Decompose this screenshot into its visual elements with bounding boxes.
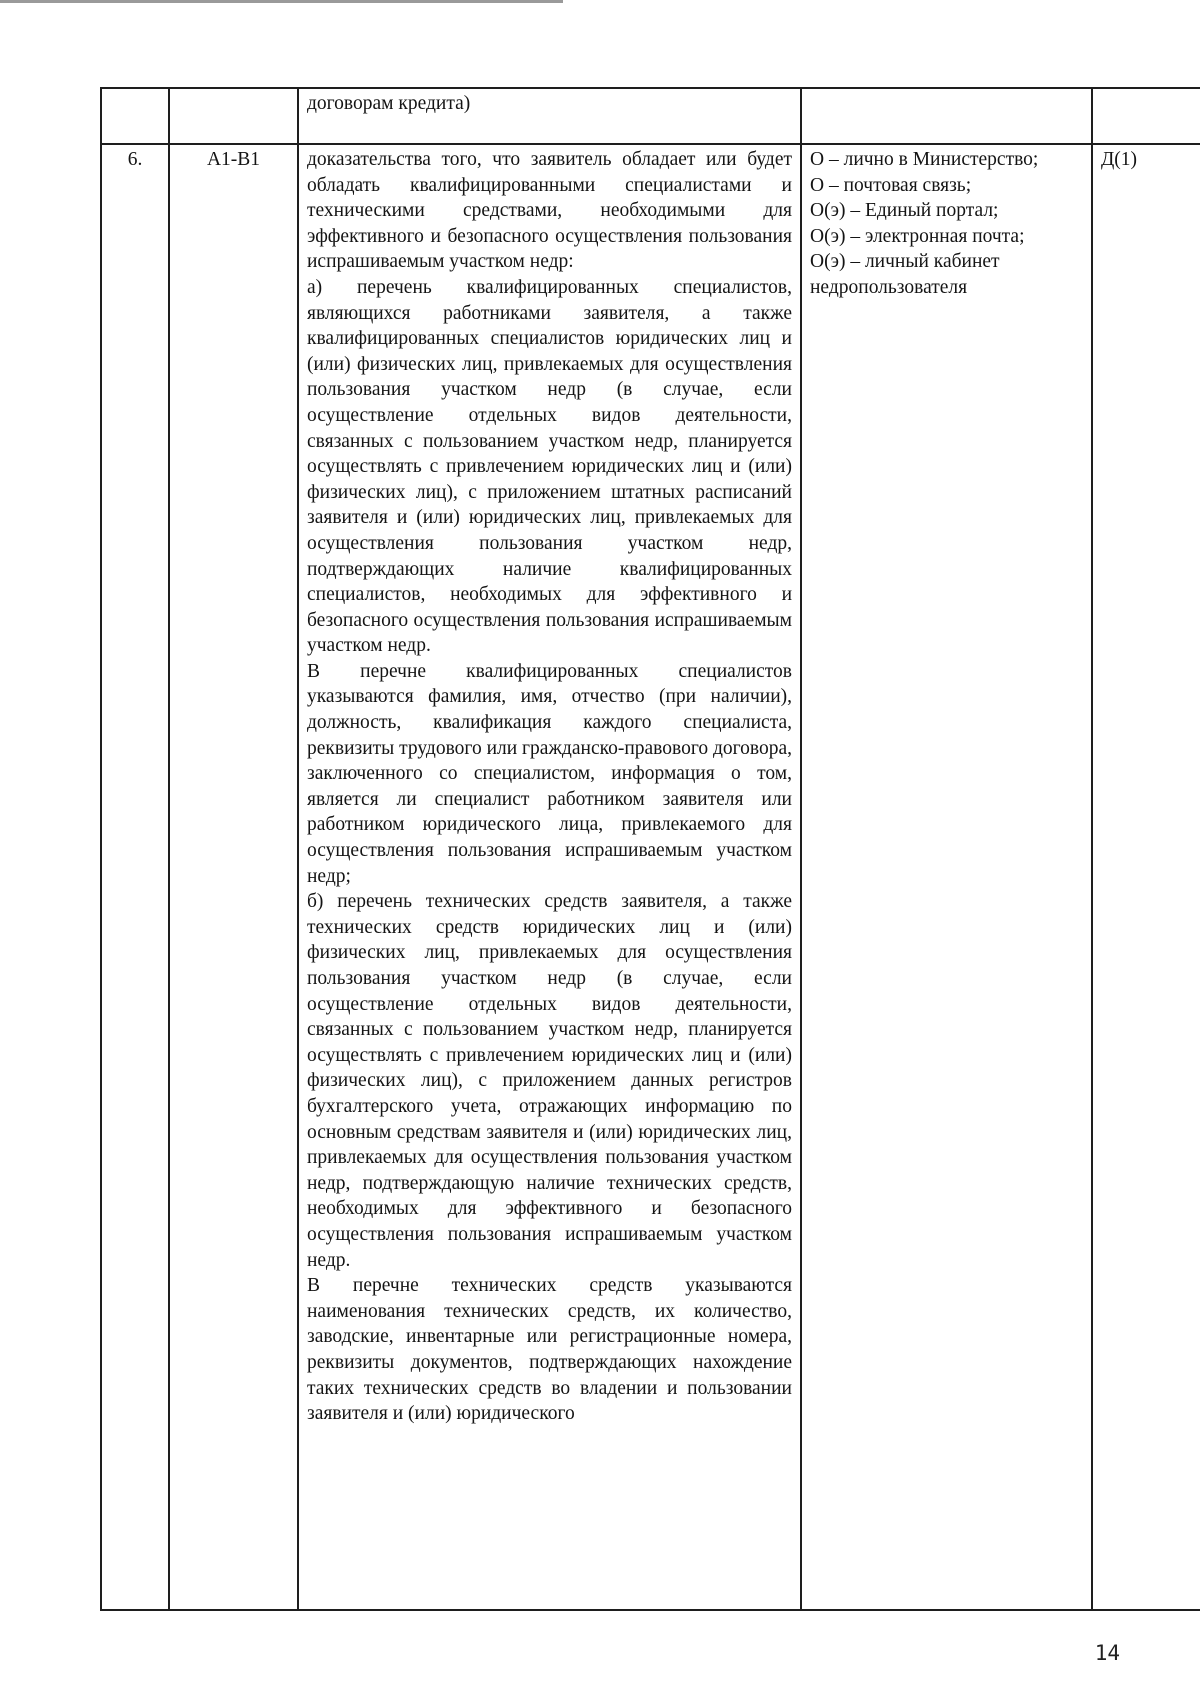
table-row-6 [101, 144, 1200, 1610]
cell-document-text [298, 144, 801, 1610]
requirements-table [100, 87, 1200, 1611]
page-number: 14 [1094, 1641, 1120, 1665]
cell-row-number: 6. [101, 144, 169, 1610]
scan-top-edge-line [0, 0, 563, 3]
cell-document-type [1092, 88, 1200, 144]
paragraph-specialists-list: а) перечень квалифицированных специалистов, являющихся работниками заявителя, а также квалифицированных специалистов юридических лиц и (или) физических лиц, привлекаемых для осуществления пользования участком недр (в случае, если осуществление отдельных видов деятельности, связанных с пользованием участком недр, планируется осуществлять с привлечением юридических лиц и (или) физических лиц), с приложением штатных расписаний заявителя и (или) юридических лиц, привлекаемых для осуществления пользования участком недр, подтверждающих наличие квалифицированных специалистов, необходимых для эффективного и безопасного осуществления пользования испрашиваемым участком недр. [307, 276, 792, 657]
cell-document-text: договорам кредита) [298, 88, 801, 144]
submission-way-item: О – почтовая связь; [810, 174, 972, 196]
cell-submission-ways [801, 144, 1092, 1610]
cell-row-number [101, 88, 169, 144]
submission-way-item: О(э) – Единый портал; [810, 200, 999, 222]
paragraph-technical-means-details: В перечне технических средств указываются наименования технических средств, их количество, заводские, инвентарные или регистрационные номера, реквизиты документов, подтверждающих нахождение таких технических средств во владении и пользовании заявителя и (или) юридического [307, 1275, 792, 1425]
submission-way-item: О – лично в Министерство; [810, 149, 1039, 170]
table-row-continued [101, 88, 1200, 144]
paragraph-evidence-intro: доказательства того, что заявитель обладает или будет обладать квалифицированными специалистами и техническими средствами, необходимыми для эффективного и безопасного осуществления пользования испрашиваемым участком недр: [307, 149, 792, 273]
paragraph-technical-means-list: б) перечень технических средств заявителя, а также технических средств юридических лиц и (или) физических лиц, привлекаемых для осуществления пользования участком недр (в случае, если осуществление отдельных видов деятельности, связанных с пользованием участком недр, планируется осуществлять с привлечением юридических лиц и (или) физических лиц), с приложением данных регистров бухгалтерского учета, отражающих информацию по основным средствам заявителя и (или) юридических лиц, привлекаемых для осуществления пользования участком недр, подтверждающую наличие технических средств, необходимых для эффективного и безопасного осуществления пользования испрашиваемым участком недр. [307, 891, 792, 1271]
cell-submission-ways [801, 88, 1092, 144]
cell-code [169, 88, 298, 144]
submission-way-item: О(э) – электронная почта; [810, 225, 1025, 247]
cell-code: А1-В1 [169, 144, 298, 1610]
cell-document-type: Д(1) [1092, 144, 1200, 1610]
submission-way-item: О(э) – личный кабинет недропользователя [810, 251, 1000, 298]
paragraph-specialists-details: В перечне квалифицированных специалистов указываются фамилия, имя, отчество (при наличии), должность, квалификация каждого специалиста, реквизиты трудового или гражданско-правового договора, заключенного со специалистом, информация о том, является ли специалист работником заявителя или работником юридического лица, привлекаемого для осуществления пользования испрашиваемым участком недр; [307, 660, 792, 887]
